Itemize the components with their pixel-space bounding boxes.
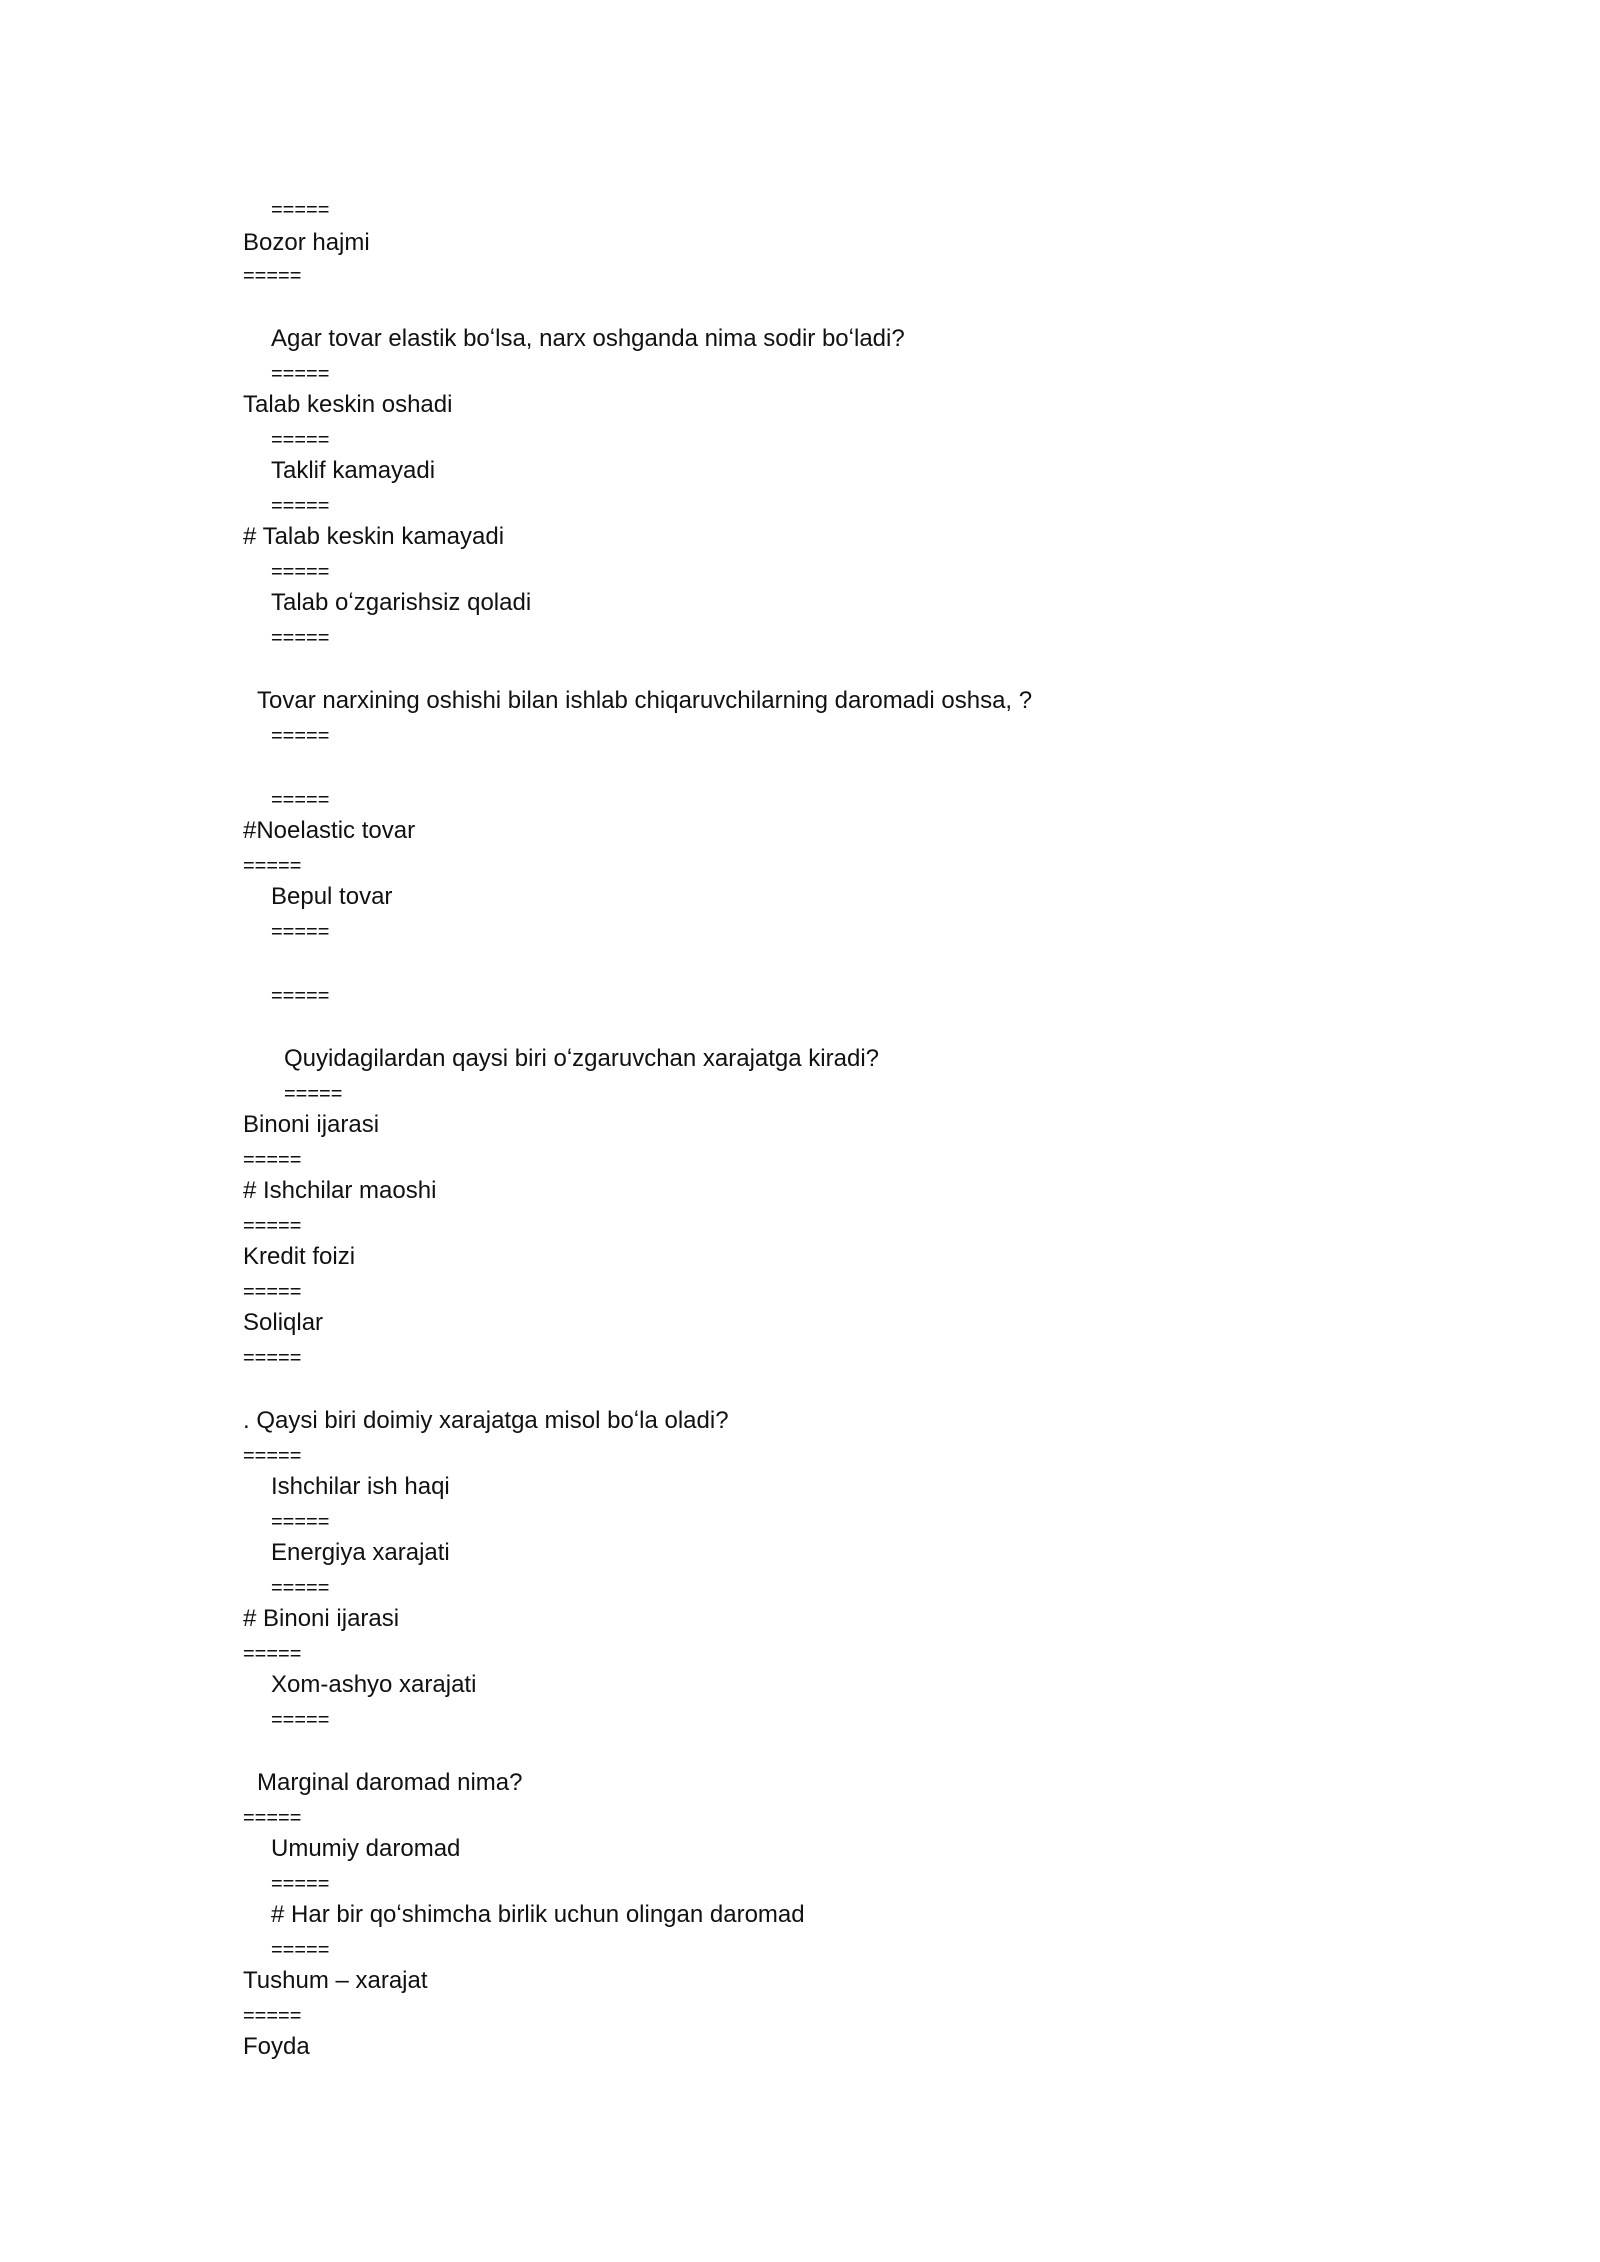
separator-line: ===== xyxy=(284,1083,343,1105)
text-line: Talab oʻzgarishsiz qoladi xyxy=(271,589,532,616)
text-line: Energiya xarajati xyxy=(271,1539,450,1566)
separator-line: ===== xyxy=(271,1939,330,1961)
separator-line: ===== xyxy=(243,1347,302,1369)
separator-line: ===== xyxy=(243,2005,302,2027)
text-line: Bepul tovar xyxy=(271,883,393,910)
separator-line: ===== xyxy=(271,363,330,385)
text-line: # Talab keskin kamayadi xyxy=(243,523,505,550)
separator-line: ===== xyxy=(271,429,330,451)
text-line: Agar tovar elastik boʻlsa, narx oshganda nima sodir boʻladi? xyxy=(271,325,905,352)
text-line: Taklif kamayadi xyxy=(271,457,436,484)
text-line: # Har bir qoʻshimcha birlik uchun olingan daromad xyxy=(271,1901,805,1928)
text-line: #Noelastic tovar xyxy=(243,817,416,844)
text-line: Umumiy daromad xyxy=(271,1835,461,1862)
separator-line: ===== xyxy=(271,495,330,517)
text-line: Binoni ijarasi xyxy=(243,1111,380,1138)
text-line: # Ishchilar maoshi xyxy=(243,1177,437,1204)
separator-line: ===== xyxy=(243,1281,302,1303)
separator-line: ===== xyxy=(271,921,330,943)
text-line: . Qaysi biri doimiy xarajatga misol boʻla oladi? xyxy=(243,1407,729,1434)
text-line: Tovar narxining oshishi bilan ishlab chiqaruvchilarning daromadi oshsa, ? xyxy=(257,687,1033,714)
text-line: Talab keskin oshadi xyxy=(243,391,453,418)
separator-line: ===== xyxy=(243,1807,302,1829)
text-line: Marginal daromad nima? xyxy=(257,1769,523,1796)
separator-line: ===== xyxy=(271,627,330,649)
separator-line: ===== xyxy=(243,1215,302,1237)
text-line: Ishchilar ish haqi xyxy=(271,1473,450,1500)
text-line: Soliqlar xyxy=(243,1309,324,1336)
separator-line: ===== xyxy=(243,1445,302,1467)
separator-line: ===== xyxy=(243,855,302,877)
separator-line: ===== xyxy=(243,1149,302,1171)
text-line: Kredit foizi xyxy=(243,1243,356,1270)
separator-line: ===== xyxy=(243,265,302,287)
separator-line: ===== xyxy=(271,985,330,1007)
separator-line: ===== xyxy=(271,789,330,811)
separator-line: ===== xyxy=(271,725,330,747)
text-line: Quyidagilardan qaysi biri oʻzgaruvchan xarajatga kiradi? xyxy=(284,1045,879,1072)
separator-line: ===== xyxy=(271,1577,330,1599)
separator-line: ===== xyxy=(243,1643,302,1665)
text-line: # Binoni ijarasi xyxy=(243,1605,400,1632)
text-line: Xom-ashyo xarajati xyxy=(271,1671,477,1698)
separator-line: ===== xyxy=(271,1709,330,1731)
text-line: Tushum – xarajat xyxy=(243,1967,428,1994)
separator-line: ===== xyxy=(271,1511,330,1533)
text-line: Foyda xyxy=(243,2033,310,2060)
separator-line: ===== xyxy=(271,1873,330,1895)
separator-line: ===== xyxy=(271,199,330,221)
separator-line: ===== xyxy=(271,561,330,583)
text-line: Bozor hajmi xyxy=(243,229,370,256)
